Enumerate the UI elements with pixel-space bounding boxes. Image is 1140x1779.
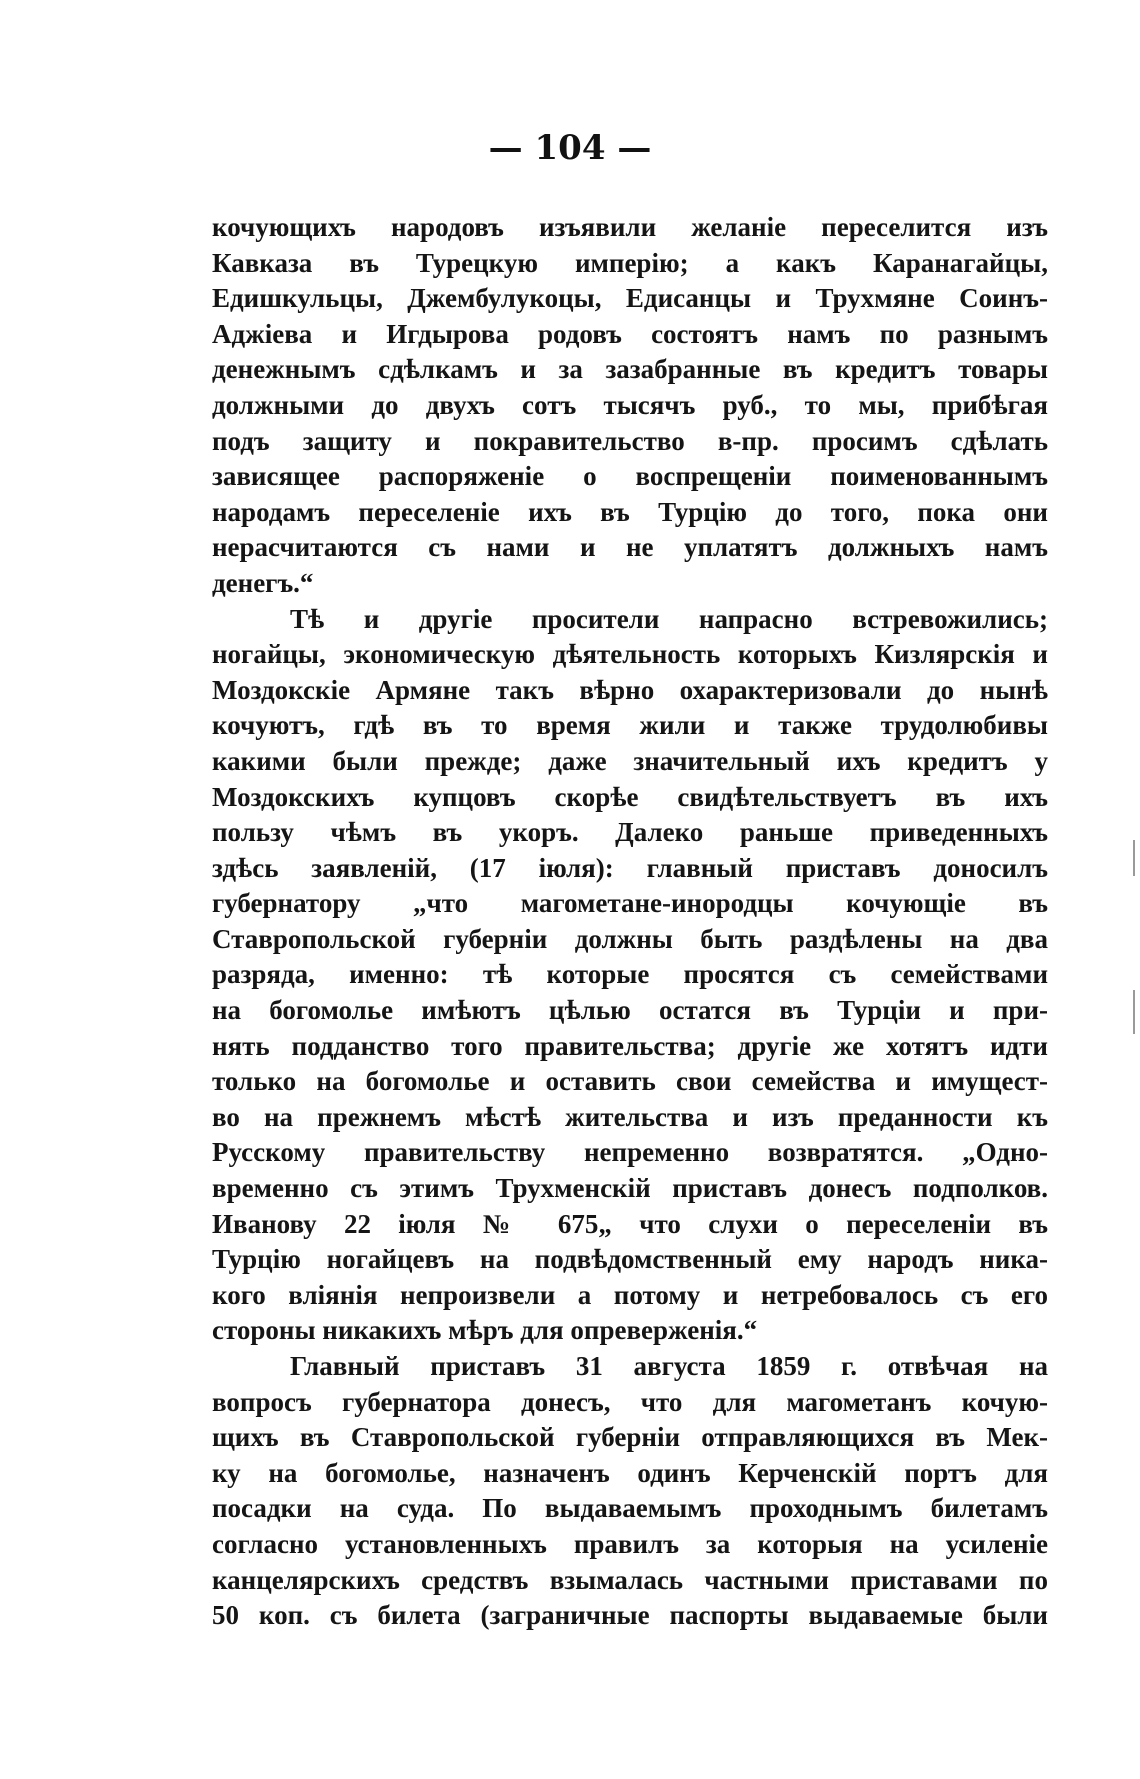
text-line: зависящее распоряженіе о воспрещеніи поименованнымъ [212,461,1048,492]
text-line: Тѣ и другіе просители напрасно встревожились; [290,603,1048,634]
text-line: посадки на суда. По выдаваемымъ проходнымъ билетамъ [212,1493,1048,1524]
text-line: здѣсь заявленій, (17 іюля): главный приставъ доносилъ [212,852,1048,883]
text-line: вопросъ губернатора донесъ, что для магометанъ кочую- [212,1386,1048,1417]
text-line: денежнымъ сдѣлкамъ и за зазабранные въ кредитъ товары [212,354,1048,385]
body-text [212,210,1048,1634]
text-line: Главный приставъ 31 августа 1859 г. отвѣчая на [290,1351,1048,1381]
text-line: Кавказа въ Турецкую имперію; а какъ Каранагайцы, [212,247,1048,278]
text-line: временно съ этимъ Трухменскій приставъ донесъ подполков. [212,1173,1048,1204]
text-line: подъ защиту и покравительство в-пр. просимъ сдѣлать [212,425,1048,456]
text-line: Моздокскіе Армяне такъ вѣрно охарактеризовали до нынѣ [212,674,1048,705]
text-line: Ставропольской губерніи должны быть раздѣлены на два [212,923,1048,954]
text-line: кочуютъ, гдѣ въ то время жили и также трудолюбивы [212,710,1048,741]
text-line: Едишкульцы, Джембулукоцы, Едисанцы и Трухмяне Соинъ- [212,283,1048,314]
text-line: 50 коп. съ билета (заграничные паспорты выдаваемые были [212,1600,1048,1631]
text-line: ку на богомолье, назначенъ одинъ Керченскій портъ для [212,1457,1048,1488]
text-line: согласно установленныхъ правилъ за которыя на усиленіе [212,1528,1048,1559]
text-line: ногайцы, экономическую дѣятельность которыхъ Кизлярскія и [212,639,1048,670]
text-line: какими были прежде; даже значительный ихъ кредитъ у [212,745,1048,776]
text-line: стороны никакихъ мѣръ для опреверженія.“ [212,1315,758,1346]
text-line: кого вліянія непроизвели а потому и нетребовалось съ его [212,1279,1048,1310]
text-line: канцелярскихъ средствъ взымалась частными приставами по [212,1564,1048,1595]
text-line: нять подданство того правительства; другіе же хотятъ идти [212,1030,1048,1061]
text-line: денегъ.“ [212,567,314,598]
scan-edge-mark [1133,840,1135,876]
text-line: Иванову 22 іюля № 675„ что слухи о переселеніи въ [212,1208,1048,1239]
text-line: Моздокскихъ купцовъ скорѣе свидѣтельствуетъ въ ихъ [212,781,1048,812]
text-line: разряда, именно: тѣ которые просятся съ семействами [212,959,1048,990]
text-line: кочующихъ народовъ изъявили желаніе переселится изъ [212,212,1048,242]
text-line: только на богомолье и оставить свои семейства и имущест- [212,1066,1048,1097]
text-line: Турцію ногайцевъ на подвѣдомственный ему народъ ника- [212,1244,1048,1275]
text-line: губернатору „что магометане-инородцы кочующіе въ [212,888,1048,919]
text-line: народамъ переселеніе ихъ въ Турцію до того, пока они [212,496,1048,527]
text-line: на богомолье имѣютъ цѣлью остатся въ Турціи и при- [212,995,1048,1026]
text-line: должными до двухъ сотъ тысячъ руб., то мы, прибѣгая [212,389,1048,420]
scan-edge-mark [1133,990,1135,1034]
text-line: во на прежнемъ мѣстѣ жительства и изъ преданности къ [212,1101,1048,1132]
page-number: — 104 — [488,128,652,168]
text-line: щихъ въ Ставропольской губерніи отправляющихся въ Мек- [212,1422,1048,1453]
text-line: Аджіева и Игдырова родовъ состоятъ намъ по разнымъ [212,318,1048,349]
text-line: Русскому правительству непременно возвратятся. „Одно- [212,1137,1048,1168]
text-line: нерасчитаются съ нами и не уплатятъ должныхъ намъ [212,532,1048,563]
text-line: пользу чѣмъ въ укоръ. Далеко раньше приведенныхъ [212,817,1048,848]
